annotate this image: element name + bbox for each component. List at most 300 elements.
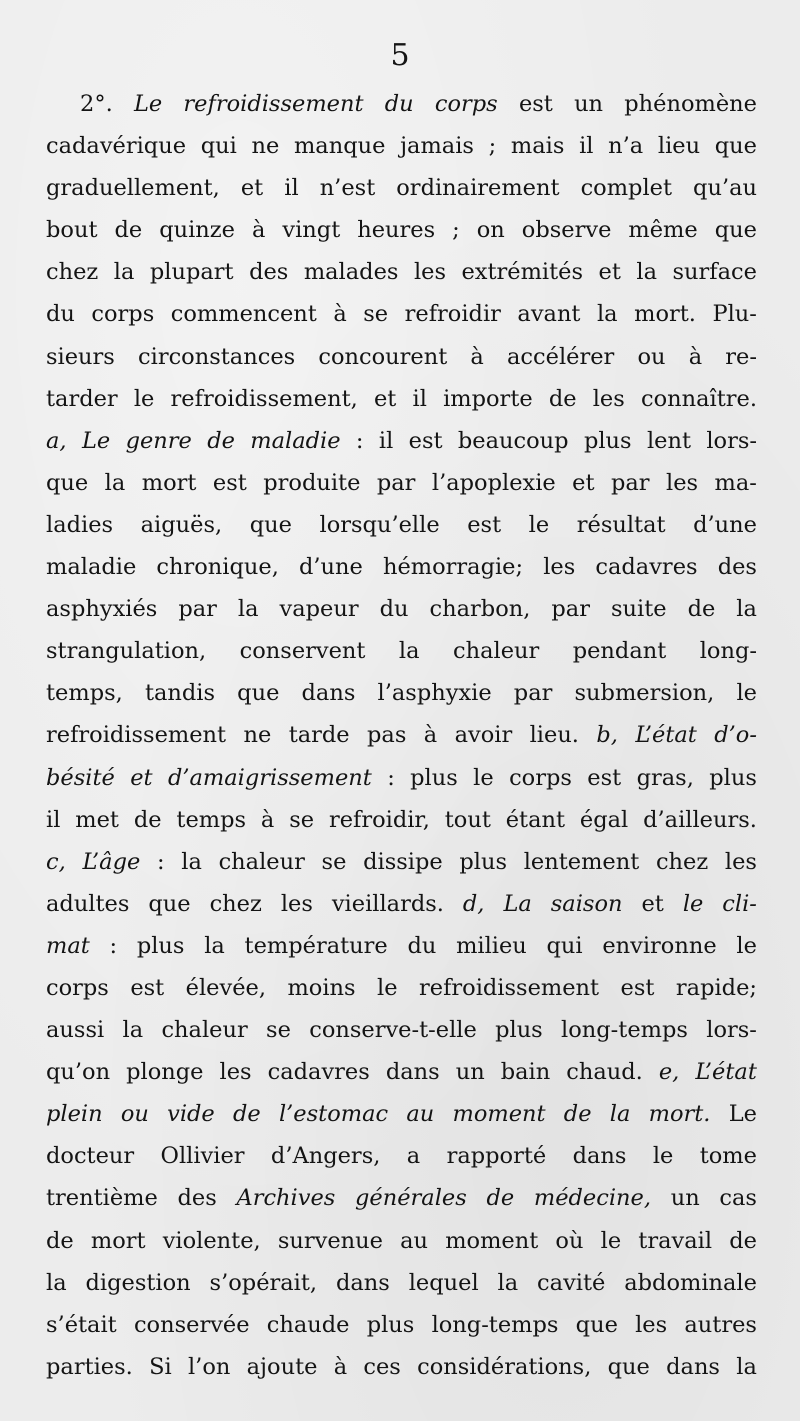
word: les (219, 1059, 252, 1086)
word: pendant (572, 638, 667, 665)
word: cas (719, 1185, 757, 1212)
word: la (736, 596, 757, 623)
text-line (46, 1304, 757, 1346)
word: temps (176, 806, 247, 833)
word: le (736, 932, 757, 959)
word: des (717, 554, 757, 581)
word: environne (602, 932, 717, 959)
word: lors- (706, 427, 757, 454)
text-line (46, 1346, 757, 1388)
word: moins (287, 974, 356, 1001)
word: est (408, 427, 443, 454)
word: chez (655, 848, 709, 875)
word: le (377, 974, 398, 1001)
word: élevée, (185, 974, 266, 1001)
word: des (249, 259, 289, 286)
word: ; (452, 217, 460, 244)
word: plupart (149, 259, 234, 286)
word: chaleur (218, 848, 305, 875)
word: vingt (282, 217, 341, 244)
word: lieu. (529, 722, 579, 749)
word: dans (335, 1269, 390, 1296)
word: Si (149, 1353, 172, 1380)
word: que (714, 133, 757, 160)
word: cadavérique (46, 133, 187, 160)
text-line (46, 967, 757, 1009)
word: milieu (456, 932, 527, 959)
word: refroidissement, (170, 385, 358, 412)
text-line (46, 1051, 757, 1093)
text-line (46, 757, 757, 799)
word: ma- (714, 469, 757, 496)
word: les (413, 259, 446, 286)
word: maladie (250, 427, 341, 454)
word: que (249, 511, 292, 538)
word: qui (200, 133, 237, 160)
page-number: 5 (390, 38, 410, 73)
word: la (497, 1269, 519, 1296)
word: dans (385, 1059, 440, 1086)
word: autres (684, 1311, 757, 1338)
word: d, (462, 890, 485, 917)
word: l’apoplexie (431, 469, 556, 496)
word: aussi (46, 1017, 105, 1044)
word: il (579, 133, 594, 160)
text-line (46, 672, 757, 714)
word: lent (646, 427, 691, 454)
word: vide (167, 1101, 215, 1128)
word: cavité (537, 1269, 606, 1296)
word: ladies (46, 511, 114, 538)
word: et (641, 890, 664, 917)
word: la (181, 848, 202, 875)
word: d’amaigrissement (167, 764, 372, 791)
word: circonstances (138, 343, 296, 370)
word: bésité (46, 764, 115, 791)
word: la (609, 1101, 631, 1128)
word: moment (452, 1101, 546, 1128)
text-line (46, 925, 757, 967)
word: se (363, 301, 389, 328)
word: cli- (722, 890, 757, 917)
word: le (600, 1227, 622, 1254)
word: L’état (635, 722, 697, 749)
word: est (587, 764, 622, 791)
text-line (46, 378, 757, 420)
word: trentième (46, 1185, 158, 1212)
word: avoir (454, 722, 513, 749)
word: l’on (187, 1353, 231, 1380)
word: au (400, 1227, 429, 1254)
word: le (528, 511, 550, 538)
word: plus (459, 848, 508, 875)
word: par (178, 596, 217, 623)
text-line (46, 1220, 757, 1262)
word: à (688, 343, 703, 370)
word: avant (517, 301, 581, 328)
word: d’une (298, 554, 363, 581)
word: long-temps (561, 1017, 688, 1044)
word: du (379, 596, 409, 623)
text-line (46, 125, 757, 167)
word: de (486, 1185, 515, 1212)
word: Ollivier (160, 1143, 245, 1170)
word: est (212, 469, 247, 496)
word: les (592, 385, 625, 412)
word: le (473, 764, 494, 791)
word: vieillards. (331, 890, 444, 917)
text-line (46, 883, 757, 925)
word: refroidir, (328, 806, 430, 833)
word: et (598, 259, 621, 286)
word: re- (725, 343, 757, 370)
word: 2°. (80, 91, 113, 117)
word: la (46, 1269, 67, 1296)
word: du (46, 301, 75, 328)
word: il (378, 427, 394, 454)
text-line (46, 1135, 757, 1177)
word: et (373, 385, 397, 412)
word: à (423, 722, 438, 749)
word: mort (90, 1227, 146, 1254)
word: et (240, 175, 264, 202)
text-line (46, 209, 757, 251)
word: ordinairement (396, 175, 560, 202)
text-line (46, 1262, 757, 1304)
word: commencent (170, 301, 317, 328)
word: de (207, 427, 235, 454)
word: s’était (46, 1311, 117, 1338)
text-line (46, 293, 757, 335)
word: qu’au (693, 175, 757, 202)
word: importe (443, 385, 533, 412)
word: tandis (144, 680, 216, 707)
word: mat (46, 932, 90, 959)
word: chaud. (566, 1059, 643, 1086)
text-line (46, 420, 757, 462)
word: La (503, 890, 532, 917)
word: plus (709, 764, 757, 791)
word: que (237, 680, 280, 707)
word: qui (546, 932, 583, 959)
word: surface (672, 259, 757, 286)
word: à (333, 301, 347, 328)
word: temps, (46, 680, 123, 707)
word: digestion (85, 1269, 191, 1296)
word: chaude (266, 1311, 350, 1338)
word: long-temps (431, 1311, 559, 1338)
word: tarder (46, 385, 118, 412)
word: les (666, 469, 699, 496)
word: b, (596, 722, 618, 749)
word: asphyxiés (46, 596, 158, 623)
text-line (46, 630, 757, 672)
word: lentement (523, 848, 640, 875)
word: strangulation, (46, 638, 207, 665)
text-line (46, 462, 757, 504)
word: violente, (162, 1227, 261, 1254)
word: plein (46, 1101, 103, 1128)
word: concourent (318, 343, 448, 370)
word: est (467, 511, 502, 538)
word: un (455, 1059, 485, 1086)
word: ou (120, 1101, 149, 1128)
word: que (46, 469, 89, 496)
word: au (406, 1101, 435, 1128)
word: quinze (159, 217, 235, 244)
word: conserve-t-elle (309, 1017, 477, 1044)
word: mort. (634, 301, 696, 328)
text-line (46, 251, 757, 293)
word: plus (495, 1017, 543, 1044)
text-line (46, 336, 757, 378)
word: mort. (648, 1101, 711, 1128)
word: lors- (706, 1017, 757, 1044)
word: le (133, 385, 155, 412)
text-line (46, 799, 757, 841)
word: travail (638, 1227, 713, 1254)
word: plonge (126, 1059, 204, 1086)
word: manque (293, 133, 386, 160)
word: jamais (400, 133, 474, 160)
word: ne (243, 722, 272, 749)
word: de (114, 217, 143, 244)
word: corps (46, 974, 109, 1001)
word: le (736, 680, 757, 707)
text-line (46, 841, 757, 883)
body-text (46, 83, 757, 1388)
word: on (476, 217, 505, 244)
word: dissipe (363, 848, 443, 875)
word: considérations, (417, 1353, 592, 1380)
text-line (46, 714, 757, 756)
word: bout (46, 217, 98, 244)
word: corps (434, 91, 498, 117)
word: par (513, 680, 553, 707)
word: où (555, 1227, 584, 1254)
word: dans (572, 1143, 627, 1170)
word: survenue (277, 1227, 383, 1254)
word: cadavres (267, 1059, 370, 1086)
word: et (572, 469, 595, 496)
word: maladie (46, 554, 137, 581)
word: n’a (608, 133, 644, 160)
word: met (75, 806, 119, 833)
word: chaleur (161, 1017, 248, 1044)
word: heures (357, 217, 436, 244)
word: : (387, 764, 395, 791)
word: observe (521, 217, 612, 244)
word: Le (133, 91, 163, 117)
word: refroidir (404, 301, 501, 328)
word: genre (125, 427, 192, 454)
word: l’asphyxie (377, 680, 492, 707)
word: phénomène (624, 91, 757, 117)
word: la (398, 638, 420, 665)
word: plus (583, 427, 632, 454)
word: la (104, 469, 126, 496)
word: rapide; (675, 974, 757, 1001)
text-line (46, 1009, 757, 1051)
word: des (177, 1185, 217, 1212)
word: refroidissement (183, 91, 364, 117)
word: de (687, 596, 716, 623)
word: s’opérait, (209, 1269, 318, 1296)
word: ajoute (246, 1353, 318, 1380)
word: que (575, 1311, 618, 1338)
word: médecine, (533, 1185, 652, 1212)
word: docteur (46, 1143, 135, 1170)
word: lieu (657, 133, 701, 160)
word: par (551, 596, 590, 623)
word: du (407, 932, 437, 959)
word: par (610, 469, 650, 496)
word: que (714, 217, 757, 244)
word: par (376, 469, 416, 496)
word: charbon, (429, 596, 531, 623)
word: les (635, 1311, 668, 1338)
word: vapeur (279, 596, 359, 623)
word: ces (363, 1353, 401, 1380)
word: chez (46, 259, 99, 286)
word: se (289, 806, 315, 833)
word: suite (610, 596, 667, 623)
word: même (628, 217, 698, 244)
word: les (724, 848, 757, 875)
text-line (46, 546, 757, 588)
word: se (321, 848, 347, 875)
word: bain (500, 1059, 551, 1086)
word: un (574, 91, 604, 117)
word: que (607, 1353, 650, 1380)
word: complet (580, 175, 673, 202)
text-line (46, 588, 757, 630)
word: : (109, 932, 118, 959)
word: du (384, 91, 414, 117)
word: malades (303, 259, 399, 286)
word: d’une (693, 511, 757, 538)
word: la (122, 1017, 144, 1044)
word: cadavres (595, 554, 698, 581)
word: la (113, 259, 135, 286)
word: qu’on (46, 1059, 111, 1086)
word: refroidissement (419, 974, 600, 1001)
word: à (251, 217, 266, 244)
word: à (333, 1353, 348, 1380)
word: Le (81, 427, 111, 454)
word: et (130, 764, 153, 791)
word: chronique, (156, 554, 279, 581)
word: à (470, 343, 484, 370)
word: c, (46, 848, 66, 875)
word: hémorragie; (382, 554, 524, 581)
word: les (543, 554, 576, 581)
word: corps (91, 301, 155, 328)
word: d’Angers, (270, 1143, 381, 1170)
word: d’o- (714, 722, 757, 749)
word: il (284, 175, 299, 202)
word: corps (509, 764, 572, 791)
word: la (736, 1353, 757, 1380)
word: : (156, 848, 165, 875)
word: Archives (236, 1185, 336, 1212)
word: l’estomac (278, 1101, 389, 1128)
text-line (46, 1093, 757, 1135)
word: mort (141, 469, 197, 496)
word: mais (510, 133, 565, 160)
word: un (670, 1185, 700, 1212)
word: refroidissement (46, 722, 227, 749)
word: moment (445, 1227, 539, 1254)
text-line (46, 83, 757, 125)
text-line (46, 504, 757, 546)
word: est (518, 91, 553, 117)
word: produite (263, 469, 361, 496)
word: Plu- (712, 301, 757, 328)
word: il (412, 385, 427, 412)
word: d’ailleurs. (643, 806, 757, 833)
word: étant (505, 806, 566, 833)
word: dans (666, 1353, 720, 1380)
word: température (244, 932, 388, 959)
word: chez (209, 890, 262, 917)
word: submersion, (574, 680, 715, 707)
word: connaître. (640, 385, 757, 412)
word: rapporté (446, 1143, 547, 1170)
word: dans (301, 680, 356, 707)
word: ne (251, 133, 280, 160)
word: long- (699, 638, 757, 665)
word: générales (355, 1185, 467, 1212)
word: gras, (636, 764, 694, 791)
word: les (280, 890, 313, 917)
word: graduellement, (46, 175, 220, 202)
word: a, (46, 427, 67, 454)
word: plus (410, 764, 458, 791)
word: que (148, 890, 191, 917)
word: n’est (319, 175, 376, 202)
word: e, (658, 1059, 680, 1086)
word: se (266, 1017, 291, 1044)
word: ; (488, 133, 497, 160)
word: saison (550, 890, 623, 917)
text-line (46, 1177, 757, 1219)
word: chaleur (453, 638, 540, 665)
word: a (406, 1143, 421, 1170)
word: parties. (46, 1353, 133, 1380)
word: de (729, 1227, 757, 1254)
word: Le (728, 1101, 757, 1128)
word: conservée (133, 1311, 250, 1338)
word: le (652, 1143, 674, 1170)
word: de (133, 806, 162, 833)
word: plus (366, 1311, 415, 1338)
word: tarde (288, 722, 350, 749)
word: la (237, 596, 259, 623)
word: aiguës, (140, 511, 223, 538)
word: accélérer (507, 343, 615, 370)
word: de (563, 1101, 592, 1128)
word: la (204, 932, 225, 959)
word: est (620, 974, 655, 1001)
word: : (355, 427, 364, 454)
word: abdominale (624, 1269, 757, 1296)
word: le (682, 890, 704, 917)
word: ou (637, 343, 666, 370)
word: égal (579, 806, 629, 833)
word: la (636, 259, 657, 286)
word: sieurs (46, 343, 115, 370)
